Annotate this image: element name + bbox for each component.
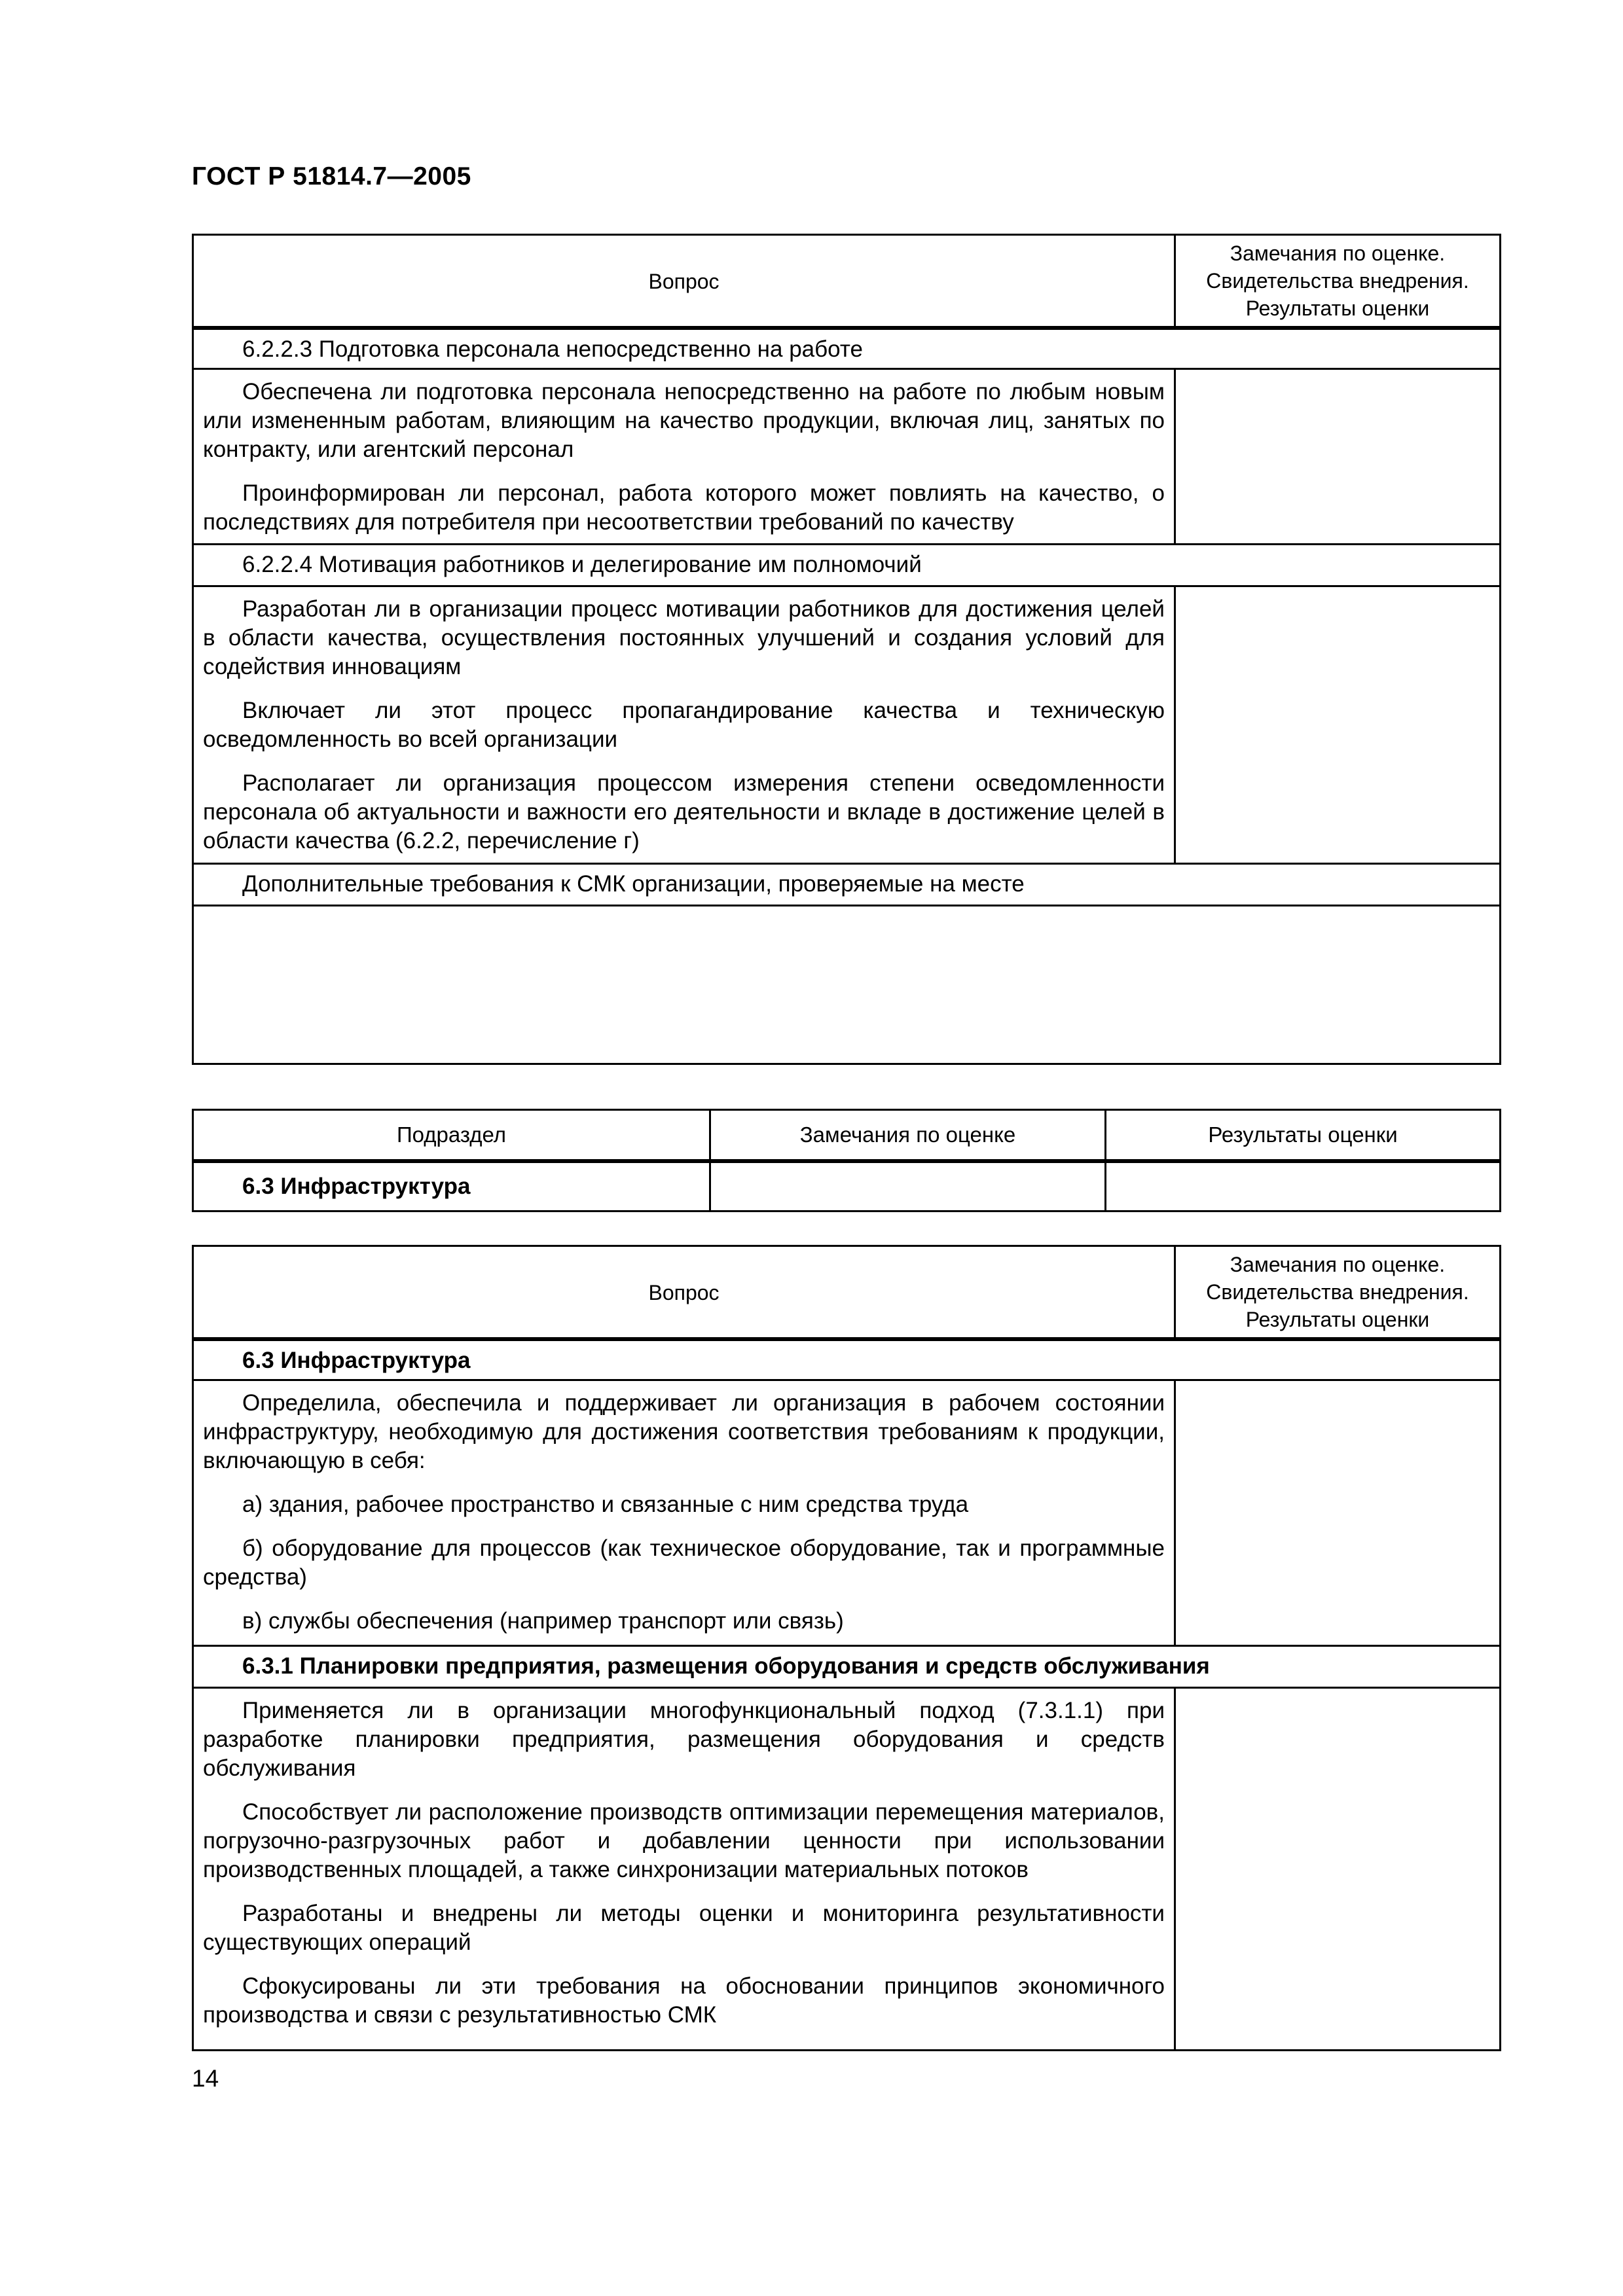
section-row-6-3 bbox=[194, 1337, 1499, 1379]
column-header-subsection: Подраздел bbox=[194, 1111, 711, 1159]
remarks-cell[interactable] bbox=[1176, 1689, 1499, 2049]
question-row bbox=[194, 368, 1499, 543]
question-text: Сфокусированы ли эти требования на обосновании принципов экономичного производства и связи с результативностью СМК bbox=[203, 1973, 1165, 2028]
question-row bbox=[194, 585, 1499, 863]
table-header-row bbox=[194, 1247, 1499, 1337]
question-row bbox=[194, 1379, 1499, 1645]
column-header-question: Вопрос bbox=[194, 236, 1176, 326]
column-header-question: Вопрос bbox=[194, 1247, 1176, 1337]
additional-requirements-title: Дополнительные требования к СМК организации, проверяемые на месте bbox=[242, 871, 1025, 897]
question-text: Разработаны и внедрены ли методы оценки и мониторинга результативности существующих операций bbox=[203, 1901, 1165, 1955]
question-table-2 bbox=[192, 1245, 1501, 2051]
question-cell bbox=[194, 1689, 1176, 2049]
list-item-a: а) здания, рабочее пространство и связанные с ним средства труда bbox=[242, 1492, 969, 1517]
list-item-b: б) оборудование для процессов (как техническое оборудование, так и программные средства) bbox=[203, 1535, 1165, 1590]
section-row-6-2-2-4 bbox=[194, 543, 1499, 585]
question-text: Проинформирован ли персонал, работа которого может повлиять на качество, о последствиях для потребителя при несоответствии требований по качеству bbox=[203, 480, 1165, 535]
table-header-row bbox=[194, 1111, 1499, 1159]
column-header-remarks: Замечания по оценке. Свидетельства внедрения. Результаты оценки bbox=[1206, 1253, 1469, 1331]
question-cell bbox=[194, 1381, 1176, 1645]
subsection-label: 6.3 Инфраструктура bbox=[194, 1163, 711, 1210]
section-row-6-3-1 bbox=[194, 1645, 1499, 1687]
blank-entry-cell[interactable] bbox=[194, 906, 1499, 1063]
column-header-results: Результаты оценки bbox=[1208, 1122, 1398, 1147]
list-item-c: в) службы обеспечения (например транспорт или связь) bbox=[242, 1608, 844, 1634]
results-cell[interactable] bbox=[1106, 1163, 1499, 1210]
remarks-cell[interactable] bbox=[1176, 1381, 1499, 1645]
page-number: 14 bbox=[192, 2065, 219, 2092]
question-text: Обеспечена ли подготовка персонала непосредственно на работе по любым новым или измененным работам, влияющим на качество продукции, включая лиц, занятых по контракту, или агентский персонал bbox=[203, 379, 1165, 462]
section-row-6-2-2-3 bbox=[194, 326, 1499, 368]
question-text: Применяется ли в организации многофункциональный подход (7.3.1.1) при разработке планировки предприятия, размещения оборудования и средств обслуживания bbox=[203, 1698, 1165, 1781]
section-title: 6.3 Инфраструктура bbox=[242, 1348, 471, 1373]
question-row bbox=[194, 1687, 1499, 2049]
question-text: Способствует ли расположение производств оптимизации перемещения материалов, погрузочно-разгрузочных работ и добавлении ценности при использовании производственных площадей, а также синхронизации материальных потоков bbox=[203, 1799, 1165, 1882]
remarks-cell[interactable] bbox=[711, 1163, 1106, 1210]
column-header-remarks: Замечания по оценке bbox=[711, 1111, 1106, 1159]
remarks-cell[interactable] bbox=[1176, 587, 1499, 863]
question-cell bbox=[194, 587, 1176, 863]
column-header-remarks: Замечания по оценке. Свидетельства внедрения. Результаты оценки bbox=[1206, 242, 1469, 320]
table-header-row bbox=[194, 236, 1499, 326]
additional-requirements-row bbox=[194, 863, 1499, 905]
question-text: Включает ли этот процесс пропагандирование качества и техническую осведомленность во всей организации bbox=[203, 698, 1165, 752]
document-header: ГОСТ Р 51814.7—2005 bbox=[192, 162, 471, 190]
question-text: Разработан ли в организации процесс мотивации работников для достижения целей в области качества, осуществления постоянных улучшений и создания условий для содействия инновациям bbox=[203, 596, 1165, 679]
blank-entry-row[interactable] bbox=[194, 905, 1499, 1063]
section-title: 6.3.1 Планировки предприятия, размещения оборудования и средств обслуживания bbox=[242, 1653, 1210, 1679]
section-title: 6.2.2.4 Мотивация работников и делегирование им полномочий bbox=[242, 552, 922, 577]
question-table-1 bbox=[192, 234, 1501, 1065]
question-cell bbox=[194, 370, 1176, 543]
question-text: Определила, обеспечила и поддерживает ли организация в рабочем состоянии инфраструктуру, необходимую для достижения соответствия требованиям к продукции, включающую в себя: bbox=[203, 1390, 1165, 1473]
remarks-cell[interactable] bbox=[1176, 370, 1499, 543]
section-title: 6.2.2.3 Подготовка персонала непосредственно на работе bbox=[242, 336, 863, 362]
subsection-row bbox=[194, 1159, 1499, 1210]
subsection-table bbox=[192, 1109, 1501, 1212]
question-text: Располагает ли организация процессом измерения степени осведомленности персонала об актуальности и важности его деятельности и вкладе в достижение целей в области качества (6.2.2, перечисление г) bbox=[203, 770, 1165, 853]
